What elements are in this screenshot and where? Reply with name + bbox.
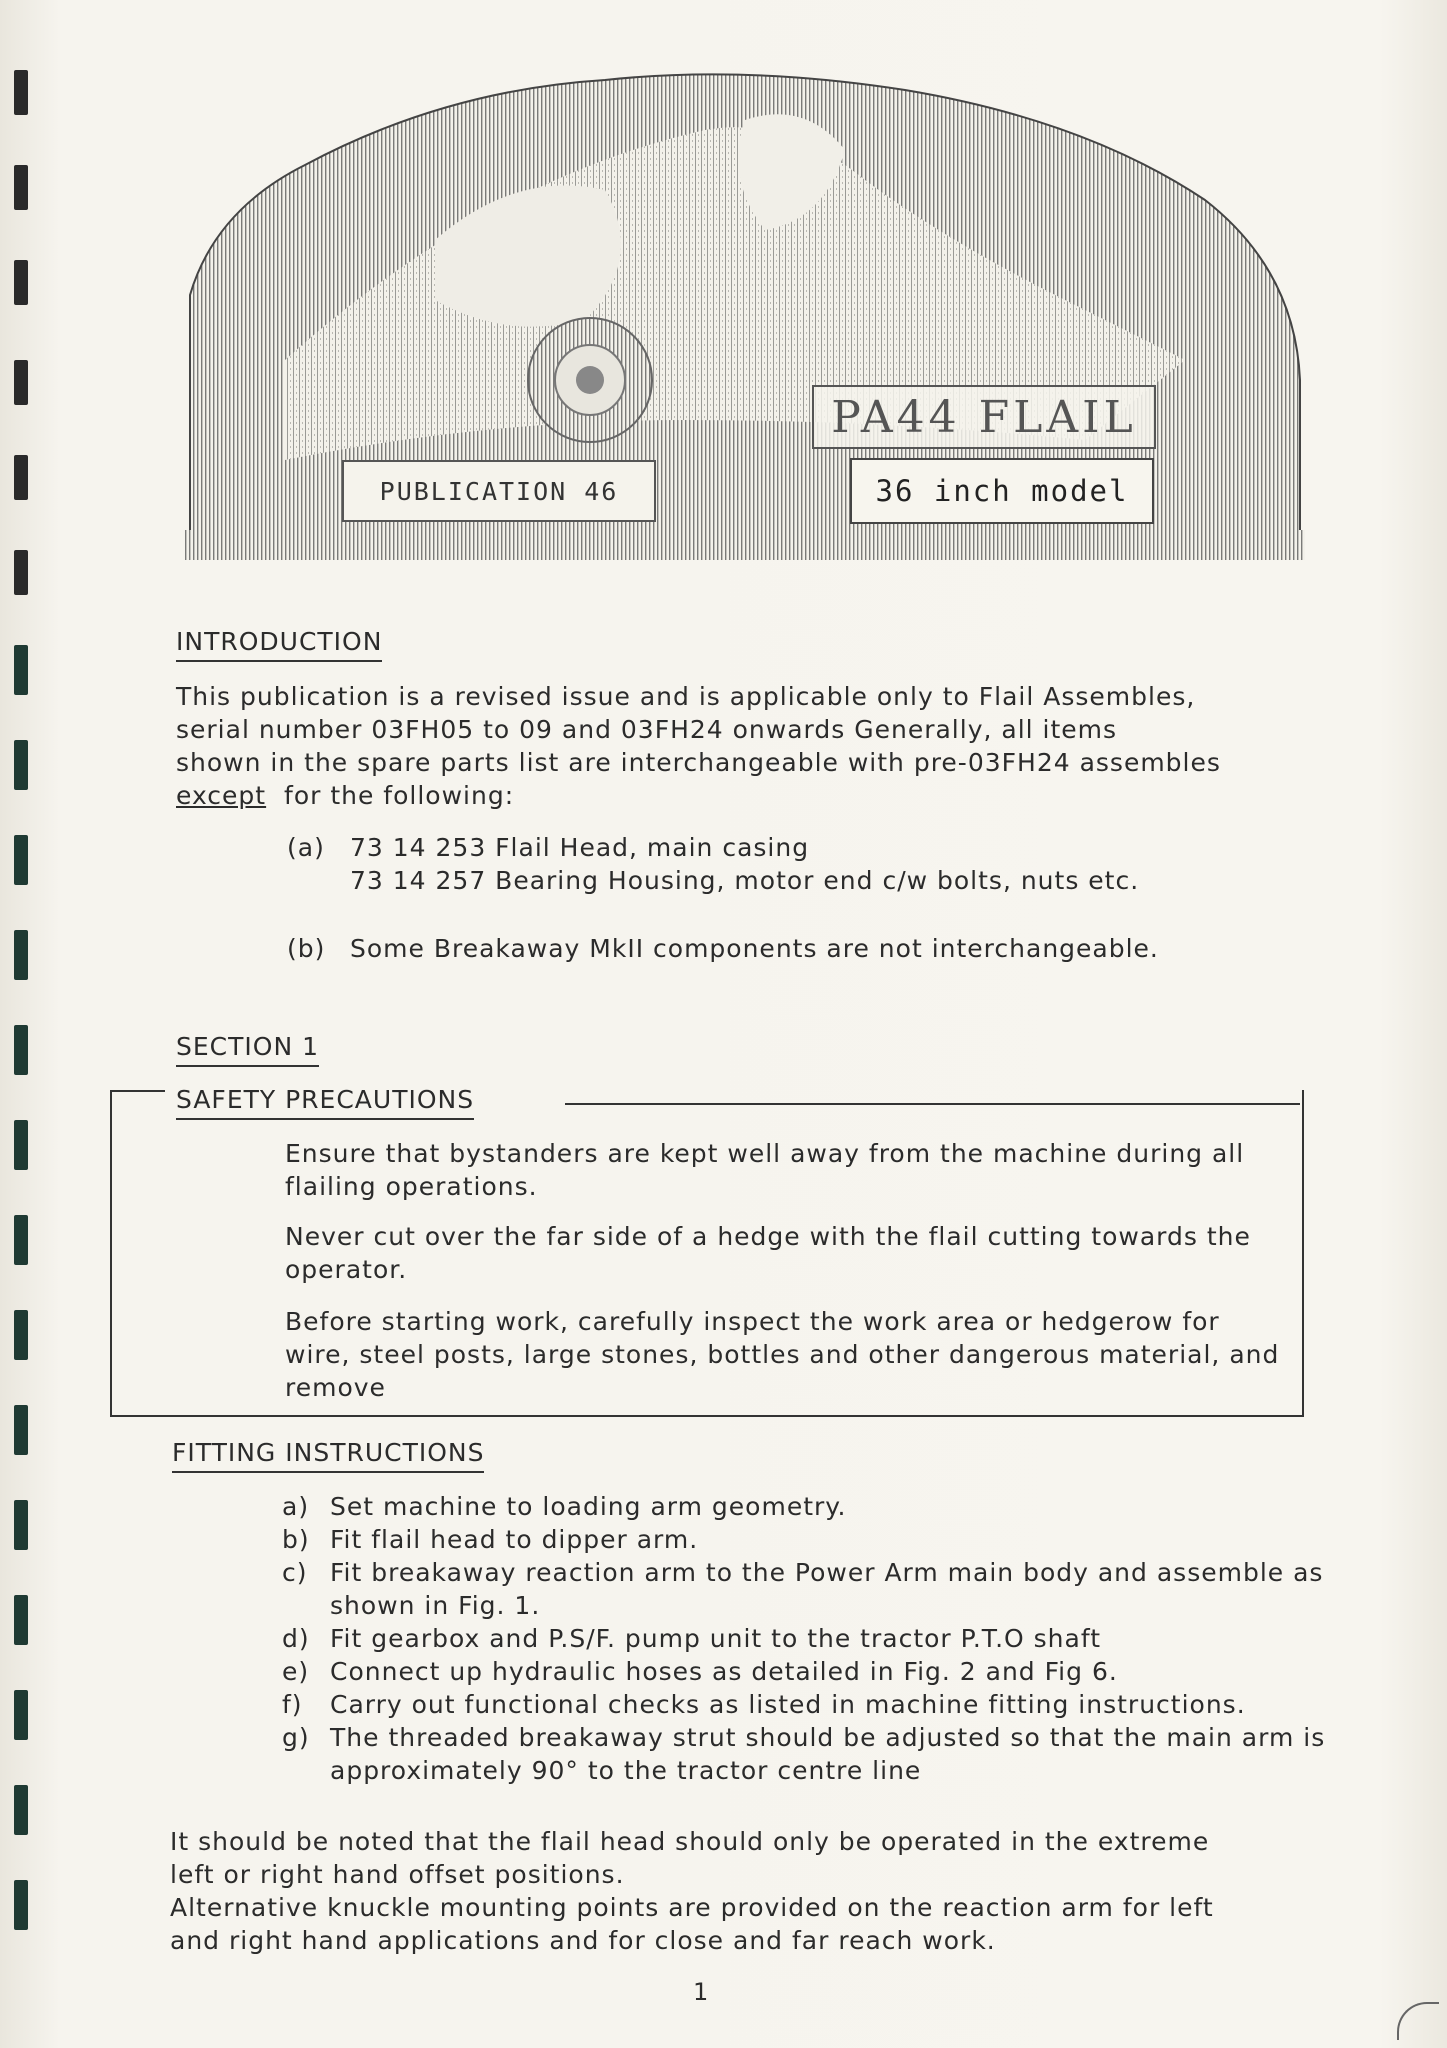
list-item-label: g) (282, 1723, 310, 1752)
list-item-label: e) (282, 1657, 310, 1686)
list-item-label: c) (282, 1558, 308, 1587)
safety-p1: Ensure that bystanders are kept well away from the machine during all flailing operations. (285, 1139, 1245, 1201)
intro-line: serial number 03FH05 to 09 and 03FH24 onwards Generally, all items (176, 715, 1118, 744)
safety-p2: Never cut over the far side of a hedge with the flail cutting towards the operator. (285, 1222, 1251, 1284)
publication-label: PUBLICATION 46 (342, 460, 656, 522)
list-item-label: f) (282, 1690, 303, 1719)
safety-p3: Before starting work, carefully inspect the work area or hedgerow for wire, steel posts, large stones, bottles and other dangerous material, and remove (285, 1307, 1280, 1402)
list-item-text: Set machine to loading arm geometry. (330, 1492, 847, 1521)
list-item-label: d) (282, 1624, 310, 1653)
list-item-text: The threaded breakaway strut should be adjusted so that the main arm is approximately 90° to the tractor centre line (330, 1723, 1326, 1785)
closing-line: It should be noted that the flail head should only be operated in the extreme (170, 1827, 1210, 1856)
closing-line: left or right hand offset positions. (170, 1860, 625, 1889)
safety-frame-top-right (565, 1103, 1300, 1105)
fitting-heading: FITTING INSTRUCTIONS (172, 1438, 484, 1473)
item-b-label: (b) (287, 934, 326, 963)
section-heading: SECTION 1 (176, 1032, 319, 1067)
item-a-label: (a) (287, 833, 325, 862)
cover-title: PA44 FLAIL (812, 385, 1156, 449)
closing-paragraph (170, 1825, 1370, 1957)
list-item-text: Connect up hydraulic hoses as detailed in Fig. 2 and Fig 6. (330, 1657, 1118, 1686)
list-item-label: b) (282, 1525, 310, 1554)
list-item-text: Fit gearbox and P.S/F. pump unit to the tractor P.T.O shaft (330, 1624, 1102, 1653)
closing-line: Alternative knuckle mounting points are provided on the reaction arm for left (170, 1893, 1214, 1922)
intro-line: shown in the spare parts list are interchangeable with pre-03FH24 assembles (176, 748, 1221, 777)
safety-heading: SAFETY PRECAUTIONS (176, 1085, 474, 1120)
spiral-binding (14, 60, 54, 1960)
list-item (282, 1622, 1362, 1655)
list-item-text: Carry out functional checks as listed in machine fitting instructions. (330, 1690, 1246, 1719)
list-item-text: Fit breakaway reaction arm to the Power Arm main body and assemble as shown in Fig. 1. (330, 1558, 1324, 1620)
list-item-text: Fit flail head to dipper arm. (330, 1525, 699, 1554)
item-a-line2: 73 14 257 Bearing Housing, motor end c/w bolts, nuts etc. (350, 866, 1140, 895)
fitting-list (282, 1490, 1362, 1787)
model-label: 36 inch model (850, 458, 1154, 524)
intro-line (176, 779, 1356, 812)
safety-frame-top-left (110, 1090, 165, 1092)
list-item (282, 1721, 1362, 1787)
list-item (282, 1688, 1362, 1721)
item-b-text: Some Breakaway MkII components are not interchangeable. (350, 934, 1159, 963)
intro-line: This publication is a revised issue and is applicable only to Flail Assembles, (176, 682, 1196, 711)
closing-line: and right hand applications and for close and far reach work. (170, 1926, 996, 1955)
intro-line-rest: for the following: (284, 781, 515, 810)
page-number: 1 (693, 1978, 709, 2006)
list-item (282, 1556, 1362, 1622)
except-word: except (176, 781, 267, 810)
introduction-paragraph (176, 680, 1356, 812)
list-item (282, 1523, 1362, 1556)
list-item-label: a) (282, 1492, 310, 1521)
item-a-line1: 73 14 253 Flail Head, main casing (350, 833, 810, 862)
list-item (282, 1490, 1362, 1523)
list-item (282, 1655, 1362, 1688)
introduction-heading: INTRODUCTION (176, 627, 382, 662)
